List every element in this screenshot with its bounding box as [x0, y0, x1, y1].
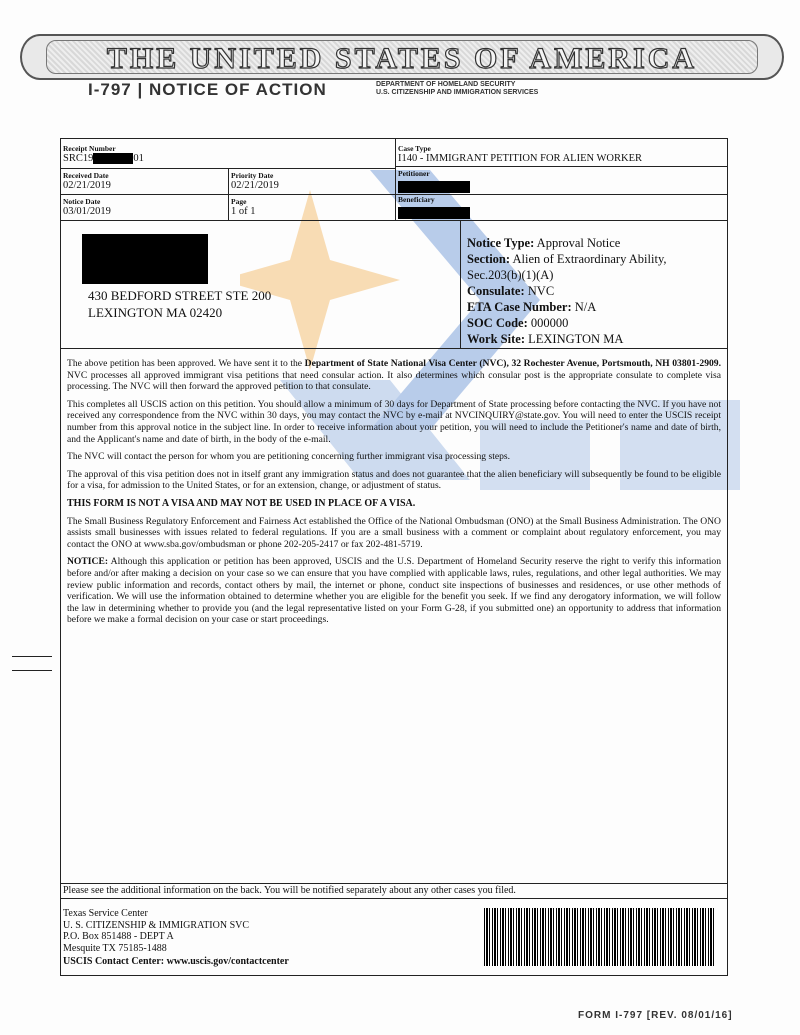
received-date-label: Received Date — [63, 171, 109, 180]
beneficiary-label: Beneficiary — [398, 195, 435, 204]
notice-info — [467, 235, 667, 347]
paragraph-ombudsman: The Small Business Regulatory Enforcement and Fairness Act established the Office of the National Ombudsman (ONO) at the Small Business Administration. The ONO assists small businesses with issues related to federal regulations. If you are a small business with a comment or complaint about regulatory enforcement, you may contact the ONO at www.sba.gov/ombudsman or phone 202-205-2417 or fax 202-481-5719. — [67, 515, 721, 550]
service-center-address — [63, 908, 289, 968]
grid-line — [60, 220, 728, 221]
notice-type-value: Approval Notice — [536, 236, 621, 250]
paragraph-completion: This completes all USCIS action on this petition. You should allow a minimum of 30 days for Department of State processing before contacting the NVC. If you have not received any correspondence from the NVC within 30 days, you may contact the NVC by e-mail at NVCINQUIRY@state.gov. You will need to enter the USCIS receipt number from this approval notice in the subject line. In order to receive information about your petition, you will need to include the Petitioner's name and date of birth, and the Applicant's name and date of birth, in the body of the e-mail. — [67, 398, 721, 445]
department-name — [376, 81, 538, 97]
not-a-visa-warning: THIS FORM IS NOT A VISA AND MAY NOT BE USED IN PLACE OF A VISA. — [67, 497, 416, 509]
work-site-label: Work Site: — [467, 332, 525, 346]
office-line-2: U. S. CITIZENSHIP & IMMIGRATION SVC — [63, 919, 250, 931]
banner-title: THE UNITED STATES OF AMERICA — [106, 42, 698, 75]
grid-line — [395, 166, 728, 167]
department-line-2: U.S. CITIZENSHIP AND IMMIGRATION SERVICES — [376, 89, 539, 96]
redaction-bar — [93, 153, 133, 164]
margin-mark — [12, 670, 52, 671]
work-site-value: LEXINGTON MA — [528, 332, 624, 346]
address-line-2: LEXINGTON MA 02420 — [88, 305, 223, 320]
section-value: Alien of Extraordinary Ability, — [512, 252, 667, 266]
form-number: FORM I-797 [REV. 08/01/16] — [578, 1010, 733, 1021]
grid-line — [395, 138, 396, 220]
petitioner-cell — [398, 169, 470, 196]
received-date-value: 02/21/2019 — [63, 180, 111, 191]
beneficiary-cell — [398, 195, 470, 222]
grid-line — [60, 883, 728, 884]
page-value: 1 of 1 — [231, 206, 256, 217]
notice-type-label: Notice Type: — [467, 236, 535, 250]
notice-date-cell — [63, 197, 111, 217]
grid-line — [60, 348, 728, 349]
mailing-address — [88, 287, 271, 321]
redaction-bar — [398, 207, 470, 219]
notice-date-value: 03/01/2019 — [63, 206, 111, 217]
soc-value: 000000 — [530, 316, 569, 330]
receipt-number — [63, 153, 144, 164]
address-line-1: 430 BEDFORD STREET STE 200 — [88, 288, 272, 303]
paragraph-notice — [67, 556, 721, 626]
receipt-suffix: 01 — [133, 153, 144, 164]
office-line-1: Texas Service Center — [63, 908, 148, 919]
redacted-name-block — [82, 234, 208, 284]
contact-center: USCIS Contact Center: www.uscis.gov/contactcenter — [63, 956, 289, 967]
grid-line — [60, 194, 728, 195]
case-type-value: I140 - IMMIGRANT PETITION FOR ALIEN WORKER — [398, 153, 643, 164]
case-type-cell — [398, 144, 642, 164]
redaction-bar — [398, 181, 470, 193]
case-type-label: Case Type — [398, 144, 431, 153]
paragraph-text: The above petition has been approved. We have sent it to the — [67, 358, 305, 369]
received-date-cell — [63, 171, 111, 191]
priority-date-cell — [231, 171, 279, 191]
receipt-label: Receipt Number — [63, 144, 116, 153]
consulate-label: Consulate: — [467, 284, 525, 298]
petitioner-label: Petitioner — [398, 169, 430, 178]
paragraph-status: The approval of this visa petition does not in itself grant any immigration status and does not guarantee that the alien beneficiary will subsequently be found to be eligible for a visa, for admission to the United States, or for an extension, change, or adjustment of status. — [67, 468, 721, 492]
notice-label: NOTICE: — [67, 556, 109, 568]
notice-body — [67, 358, 721, 632]
grid-line — [228, 168, 229, 220]
section-value-2: Sec.203(b)(1)(A) — [467, 268, 554, 282]
grid-line — [460, 220, 461, 348]
eta-value: N/A — [574, 300, 597, 314]
office-line-3: P.O. Box 851488 - DEPT A — [63, 931, 174, 942]
receipt-prefix: SRC19 — [63, 153, 94, 164]
priority-date-value: 02/21/2019 — [231, 180, 279, 191]
section-label: Section: — [467, 252, 511, 266]
paragraph-approval — [67, 358, 721, 393]
form-header: I-797 | NOTICE OF ACTION — [88, 80, 327, 99]
page-label: Page — [231, 197, 247, 206]
soc-label: SOC Code: — [467, 316, 528, 330]
receipt-cell — [63, 144, 144, 164]
footer-note: Please see the additional information on the back. You will be notified separately about any other cases you filed. — [63, 885, 516, 896]
priority-date-label: Priority Date — [231, 171, 274, 180]
office-line-4: Mesquite TX 75185-1488 — [63, 942, 167, 954]
margin-mark — [12, 656, 52, 657]
consulate-value: NVC — [527, 284, 555, 298]
department-line-1: DEPARTMENT OF HOMELAND SECURITY — [376, 81, 516, 88]
notice-date-label: Notice Date — [63, 197, 101, 206]
paragraph-nvc-contact: The NVC will contact the person for whom you are petitioning concerning further immigrant visa processing steps. — [67, 451, 511, 463]
nvc-address: Department of State National Visa Center (NVC), 32 Rochester Avenue, Portsmouth, NH 03801-2909. — [304, 358, 721, 369]
paragraph-text: Although this application or petition has been approved, USCIS and the U.S. Department of Homeland Security reserve the right to verify this information before and/or after making a decision on your case so we can ensure that you have complied with applicable laws, rules, regulations, and other legal authorities. We may review public information and records, contact others by mail, the internet or phone, conduct site inspections of businesses and residences, or use other methods of verification. We will use the information obtained to determine whether you are eligible for the benefit you seek. If we find any derogatory information, we will follow the law in determining whether to provide you (and the legal representative listed on your Form G-28, if you submitted one) an opportunity to address that information before we make a formal decision on your case or start proceedings. — [67, 556, 721, 626]
paragraph-text: NVC processes all approved immigrant visa petitions that need consular action. It also determines which consular post is the appropriate consulate to complete visa processing. The NVC will then forward the approved petition to that consulate. — [67, 369, 721, 393]
page-cell — [231, 197, 256, 217]
grid-line — [60, 898, 728, 899]
eta-label: ETA Case Number: — [467, 300, 572, 314]
banner — [20, 34, 784, 80]
barcode — [484, 908, 714, 966]
